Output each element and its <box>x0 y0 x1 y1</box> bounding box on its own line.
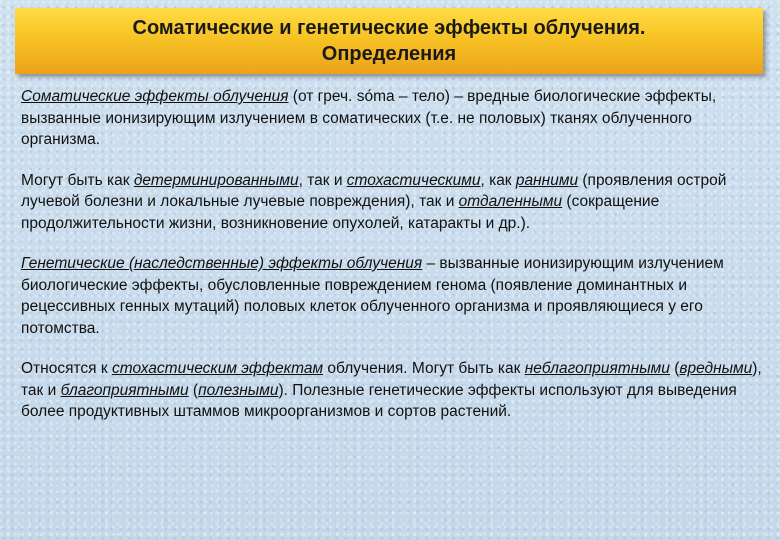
text-fragment: ). Полезные генетические эффекты используют для выведения более продуктивных штаммов микроорганизмов и сортов растений. <box>21 381 737 420</box>
paragraph-text: – вызванные ионизирующим излучением биологические эффекты, обусловленные повреждением генома (появление доминантных и рецессивных генных мутаций) половых клеток облученного организма и проявляющиеся у его потомства. <box>21 255 724 337</box>
text-fragment: Относятся к <box>21 360 112 377</box>
term-early: ранними <box>515 171 579 189</box>
title-banner <box>15 8 763 74</box>
paragraph-text: (от греч. sо́ma – тело) – вредные биологические эффекты, вызванные ионизирующим излучением в соматических (т.е. не половых) тканях облученного организма. <box>21 88 717 148</box>
paragraph-somatic-definition <box>21 86 766 151</box>
paragraph-genetic-types <box>21 358 766 423</box>
content-body <box>21 86 766 442</box>
term-favorable: благоприятными <box>60 381 189 399</box>
text-fragment: Могут быть как <box>21 171 134 189</box>
paragraph-genetic-definition <box>21 253 766 339</box>
term-deterministic: детерминированными <box>133 171 299 189</box>
term-delayed: отдаленными <box>458 193 563 210</box>
term-genetic-effects: Генетические (наследственные) эффекты облучения <box>21 255 423 272</box>
term-somatic-effects: Соматические эффекты облучения <box>21 88 289 105</box>
text-fragment: ( <box>669 360 680 377</box>
text-fragment: (сокращение продолжительности жизни, возникновение опухолей, катаракты и др.). <box>21 193 660 232</box>
text-fragment: , так и <box>298 171 347 189</box>
term-stochastic: стохастическими <box>346 171 481 189</box>
term-stochastic-effects: стохастическим эффектам <box>111 360 324 377</box>
text-fragment: , как <box>480 171 516 189</box>
page-title-line1: Соматические и генетические эффекты облучения. <box>132 17 646 39</box>
text-fragment: ), так и <box>21 360 762 399</box>
term-useful: полезными <box>198 381 279 399</box>
term-harmful: вредными <box>679 360 753 377</box>
text-fragment: облучения. Могут быть как <box>323 360 525 377</box>
term-unfavorable: неблагоприятными <box>524 360 670 377</box>
text-fragment: (проявления острой лучевой болезни и локальные лучевые повреждения), так и <box>21 171 727 210</box>
page-title-line2: Определения <box>321 43 457 65</box>
paragraph-somatic-types <box>21 170 766 235</box>
text-fragment: ( <box>188 381 199 399</box>
